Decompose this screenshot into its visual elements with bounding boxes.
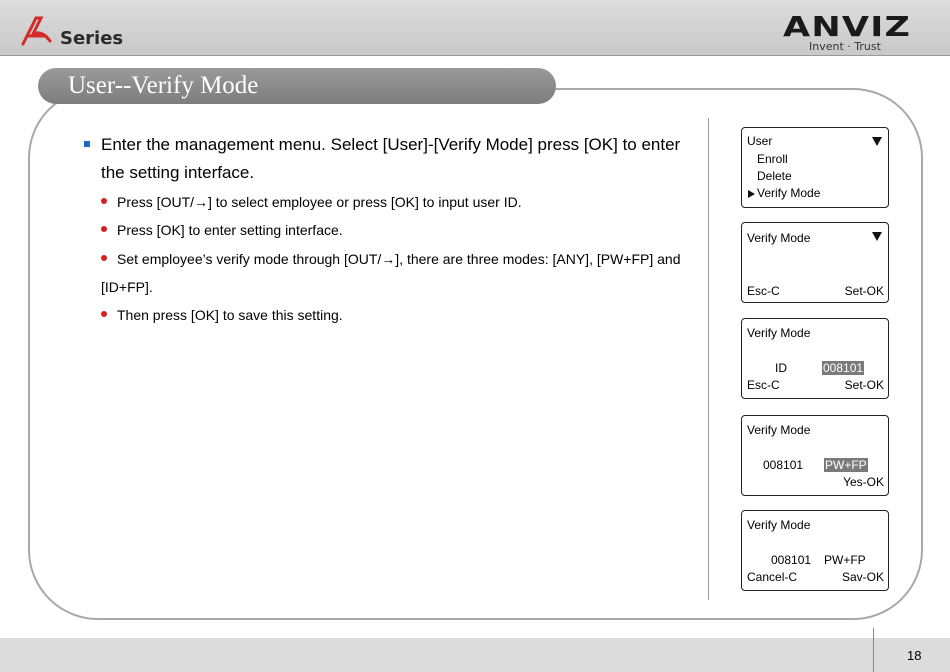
brand-tagline: Invent · Trust [809, 40, 881, 53]
main-instruction-text: Enter the management menu. Select [User]-[Verify Mode] press [OK] to enter the setting interface. [101, 135, 681, 182]
softkey-left: Esc-C [747, 284, 780, 298]
series-logo [20, 14, 130, 50]
screen-title: Verify Mode [747, 231, 811, 245]
list-item [101, 216, 701, 244]
round-bullet-icon [101, 255, 107, 261]
pointer-icon [748, 190, 755, 198]
page-number: 18 [907, 648, 922, 663]
softkey-right: Set-OK [844, 378, 884, 392]
column-divider [708, 118, 709, 600]
lcd-screen-enter-id [741, 318, 889, 399]
verify-mode-value: PW+FP [824, 553, 866, 567]
lcd-screen-user-menu [741, 127, 889, 208]
step-text: Set employee’s verify mode through [OUT/→], there are three modes: [ANY], [PW+FP] and [117, 251, 681, 267]
softkey-right: Yes-OK [843, 475, 884, 489]
step-continuation: [ID+FP]. [101, 279, 153, 295]
menu-item: Enroll [757, 152, 788, 166]
square-bullet-icon [84, 141, 90, 147]
softkey-left: Cancel-C [747, 570, 798, 584]
screen-title: Verify Mode [747, 326, 811, 340]
footer-separator [873, 628, 874, 672]
list-item [101, 245, 701, 273]
menu-item-selected: Verify Mode [757, 186, 821, 200]
step-text: Press [OK] to enter setting interface. [117, 222, 343, 238]
user-id: 008101 [763, 458, 804, 472]
series-logo-icon [20, 14, 60, 50]
main-instruction [85, 131, 695, 187]
title-bar [38, 68, 556, 104]
field-label: ID [775, 361, 787, 375]
softkey-left: Esc-C [747, 378, 780, 392]
round-bullet-icon [101, 198, 107, 204]
page-title: User--Verify Mode [68, 72, 259, 99]
round-bullet-icon [101, 226, 107, 232]
header-band [0, 0, 950, 56]
id-value: 008101 [823, 361, 864, 375]
down-triangle-icon [872, 137, 882, 146]
screen-title: User [747, 134, 773, 148]
verify-mode-value: PW+FP [825, 458, 867, 472]
screen-title: Verify Mode [747, 423, 811, 437]
footer-band [0, 638, 950, 672]
softkey-right: Set-OK [844, 284, 884, 298]
step-text: Press [OUT/→] to select employee or press [OK] to input user ID. [117, 194, 522, 210]
screen-title: Verify Mode [747, 518, 811, 532]
step-text: Then press [OK] to save this setting. [117, 307, 343, 323]
user-id: 008101 [771, 553, 812, 567]
lcd-screen-save [741, 510, 889, 591]
series-label: Series [60, 28, 124, 49]
list-item [101, 301, 701, 329]
brand-logo: ANVIZ [783, 10, 912, 43]
down-triangle-icon [872, 232, 882, 241]
softkey-right: Sav-OK [841, 570, 884, 584]
lcd-screen-verify-mode [741, 222, 889, 303]
lcd-screen-select-mode [741, 415, 889, 496]
menu-item: Delete [757, 169, 792, 183]
list-item [101, 188, 701, 216]
round-bullet-icon [101, 311, 107, 317]
